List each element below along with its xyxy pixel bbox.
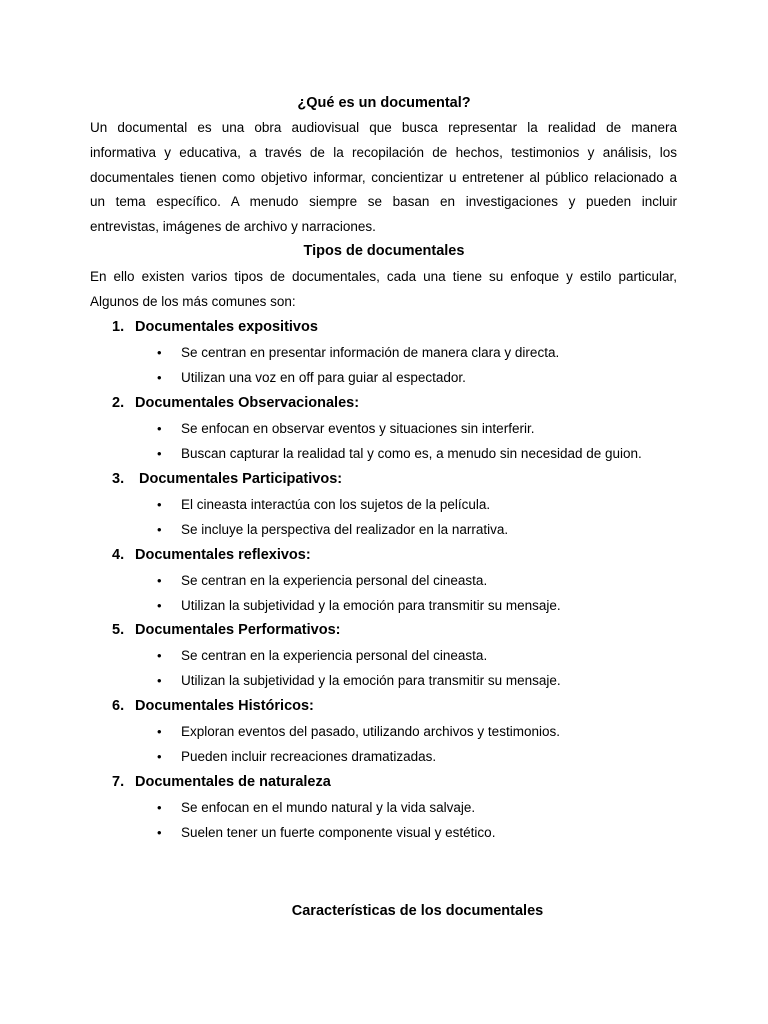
bullet-dot-icon: •	[157, 497, 162, 512]
bullet-dot-icon: •	[157, 446, 162, 461]
bullet-text: Utilizan la subjetividad y la emoción para transmitir su mensaje.	[181, 598, 561, 613]
intro-line: un tema específico. A menudo siempre se basan en investigaciones y pueden incluir	[90, 194, 677, 210]
bullet-text: Se centran en presentar información de manera clara y directa.	[181, 345, 560, 360]
page-title: ¿Qué es un documental?	[297, 95, 471, 111]
bullet-text: El cineasta interactúa con los sujetos de la película.	[181, 497, 491, 512]
type-item-title: Documentales Participativos:	[135, 471, 343, 487]
type-item-number: 3.	[112, 471, 125, 487]
intro-paragraph	[90, 116, 677, 240]
bullet-text: Pueden incluir recreaciones dramatizadas.	[181, 749, 437, 764]
bullet-dot-icon: •	[157, 345, 162, 360]
type-item-number: 5.	[112, 622, 125, 638]
type-item-heading	[112, 697, 314, 715]
bullet-dot-icon: •	[157, 800, 162, 815]
bullet-dot-icon: •	[157, 598, 162, 613]
type-item-heading	[112, 470, 342, 488]
bullet-text: Se enfocan en observar eventos y situaciones sin interferir.	[181, 421, 535, 436]
type-item-heading	[112, 394, 359, 412]
type-item-heading	[112, 773, 331, 791]
intro-line: Un documental es una obra audiovisual que busca representar la realidad de manera	[90, 120, 677, 135]
intro-line: informativa y educativa, a través de la recopilación de hechos, testimonios y análisis, los	[90, 144, 677, 160]
types-intro-paragraph	[90, 265, 677, 315]
bullet-text: Se incluye la perspectiva del realizador en la narrativa.	[181, 522, 509, 537]
type-item-heading	[112, 318, 318, 336]
type-item-number: 4.	[112, 547, 125, 563]
type-item-title: Documentales expositivos	[135, 319, 318, 335]
type-item-number: 1.	[112, 319, 125, 335]
type-item-number: 7.	[112, 774, 125, 790]
intro-line: entrevistas, imágenes de archivo y narraciones.	[90, 219, 376, 235]
bullet-text: Exploran eventos del pasado, utilizando archivos y testimonios.	[181, 724, 560, 739]
bullet-dot-icon: •	[157, 522, 162, 537]
characteristics-heading: Características de los documentales	[291, 903, 544, 919]
bullet-dot-icon: •	[157, 724, 162, 739]
bullet-text: Suelen tener un fuerte componente visual y estético.	[181, 825, 496, 840]
bullet-dot-icon: •	[157, 825, 162, 840]
type-item-heading	[112, 546, 311, 564]
bullet-dot-icon: •	[157, 573, 162, 588]
types-heading: Tipos de documentales	[303, 243, 465, 259]
types-intro-line: En ello existen varios tipos de documentales, cada una tiene su enfoque y estilo particular,	[90, 269, 677, 284]
bullet-dot-icon: •	[157, 749, 162, 764]
type-item-title: Documentales Performativos:	[135, 622, 341, 638]
type-item-title: Documentales de naturaleza	[135, 774, 331, 790]
bullet-text: Se centran en la experiencia personal del cineasta.	[181, 573, 488, 588]
bullet-text: Utilizan una voz en off para guiar al espectador.	[181, 370, 466, 385]
type-item-title: Documentales Históricos:	[135, 698, 314, 714]
intro-line: documentales tienen como objetivo informar, concientizar u entretener al público relacionado a	[90, 169, 677, 185]
bullet-dot-icon: •	[157, 648, 162, 663]
bullet-text: Utilizan la subjetividad y la emoción para transmitir su mensaje.	[181, 673, 561, 688]
type-item-title: Documentales reflexivos:	[135, 547, 311, 563]
type-item-title: Documentales Observacionales:	[135, 395, 360, 411]
bullet-text: Buscan capturar la realidad tal y como es, a menudo sin necesidad de guion.	[181, 446, 642, 461]
types-intro-line: Algunos de los más comunes son:	[90, 293, 296, 309]
type-item-number: 2.	[112, 395, 125, 411]
bullet-dot-icon: •	[157, 370, 162, 385]
bullet-text: Se enfocan en el mundo natural y la vida salvaje.	[181, 800, 476, 815]
bullet-dot-icon: •	[157, 421, 162, 436]
type-item-heading	[112, 621, 340, 639]
bullet-text: Se centran en la experiencia personal del cineasta.	[181, 648, 488, 663]
bullet-dot-icon: •	[157, 673, 162, 688]
type-item-number: 6.	[112, 698, 125, 714]
